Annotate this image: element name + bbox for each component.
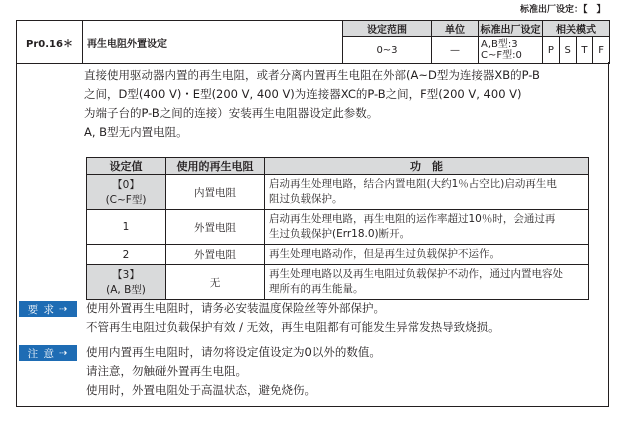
range-value: 0~3 <box>343 37 432 64</box>
function-table <box>86 157 589 300</box>
function-cell: 再生处理电路动作，但是再生过负载保护不运作。 <box>265 245 589 265</box>
requirement-line: 不管再生电阻过负载保护有效 / 无效，再生电阻都有可能发生异常发热导致烧损。 <box>86 320 500 334</box>
requirement-label: 要 求 <box>27 303 55 316</box>
caution-label: 注 意 <box>27 347 55 360</box>
default-value <box>479 37 543 64</box>
function-cell <box>265 210 589 245</box>
mode-t: T <box>576 37 593 63</box>
modes-header: 相关模式 <box>543 21 610 37</box>
unit-value: — <box>432 37 479 64</box>
setting-value: 【0】 <box>112 179 140 191</box>
description-line: 直接使用驱动器内置的再生电阻，或者分离内置再生电阻在外部(A~D型为连接器XB的P-B <box>84 68 540 82</box>
setting-cell: 1 <box>87 210 166 245</box>
caution-line: 使用时，外置电阻处于高温状态，避免烧伤。 <box>86 383 316 397</box>
function-cell <box>265 175 589 210</box>
caution-line: 使用内置再生电阻时，请勿将设定值设定为0以外的数值。 <box>86 345 381 359</box>
resistor-cell: 无 <box>166 265 265 300</box>
table-row <box>87 265 589 300</box>
function-line: 启动再生处理电路，再生电阻的运作率超过10％时，会通过再 <box>269 213 556 225</box>
requirement-text <box>86 299 601 337</box>
description-line: 为端子台的P-B之间的连接）安装再生电阻器设定此参数。 <box>84 106 379 120</box>
default-setting-note: 标准出厂设定：【 】 <box>520 5 606 15</box>
requirement-badge <box>19 301 77 317</box>
description-line: A, B型无内置电阻。 <box>84 125 188 139</box>
resistor-cell: 内置电阻 <box>166 175 265 210</box>
setting-note: (C~F型) <box>105 194 147 206</box>
mode-p: P <box>547 44 554 56</box>
function-line: 生过负载保护(Err18.0)断开。 <box>269 228 411 240</box>
mode-f: F <box>592 37 609 63</box>
requirement-line: 使用外置再生电阻时，请务必安装温度保险丝等外部保护。 <box>86 301 385 315</box>
description-line: 之间，D型(400 V)・E型(200 V, 400 V)为连接器XC的P-B之间，F型(200 V, 400 V) <box>84 87 522 101</box>
caution-badge <box>19 345 77 361</box>
col-function-header: 功 能 <box>265 158 589 175</box>
modes-value <box>543 37 610 64</box>
table-row <box>87 245 589 265</box>
col-resistor-header: 使用的再生电阻 <box>166 158 265 175</box>
resistor-cell: 外置电阻 <box>166 245 265 265</box>
default-value-cf: C~F型:0 <box>481 50 522 61</box>
resistor-cell: 外置电阻 <box>166 210 265 245</box>
caution-line: 请注意，勿触碰外置再生电阻。 <box>86 364 247 378</box>
function-cell <box>265 265 589 300</box>
setting-cell: 2 <box>87 245 166 265</box>
mode-s: S <box>559 37 576 63</box>
parameter-header-table <box>16 20 610 64</box>
table-row <box>87 210 589 245</box>
unit-header: 单位 <box>432 21 479 37</box>
setting-cell <box>87 265 166 300</box>
arrow-right-icon: ⇢ <box>58 303 69 315</box>
default-value-ab: A,B型:3 <box>481 39 518 50</box>
function-line: 启动再生处理电路，结合内置电阻(大约1％占空比)启动再生电 <box>269 178 557 190</box>
setting-cell <box>87 175 166 210</box>
parameter-description <box>84 66 604 142</box>
function-line: 理所有的再生能量。 <box>269 283 364 295</box>
col-setting-header: 设定值 <box>87 158 166 175</box>
function-line: 再生处理电路以及再生电阻过负载保护不动作，通过内置电容处 <box>269 268 563 280</box>
caution-text <box>86 343 601 400</box>
setting-value: 【3】 <box>112 269 140 281</box>
parameter-id: Pr0.16＊ <box>17 21 83 64</box>
arrow-right-icon: ⇢ <box>58 347 69 359</box>
table-row <box>87 175 589 210</box>
setting-note: (A, B型) <box>106 284 146 296</box>
parameter-name: 再生电阻外置设定 <box>83 21 343 64</box>
range-header: 设定范围 <box>343 21 432 37</box>
default-header: 标准出厂设定 <box>479 21 543 37</box>
function-line: 阻过负载保护。 <box>269 193 343 205</box>
